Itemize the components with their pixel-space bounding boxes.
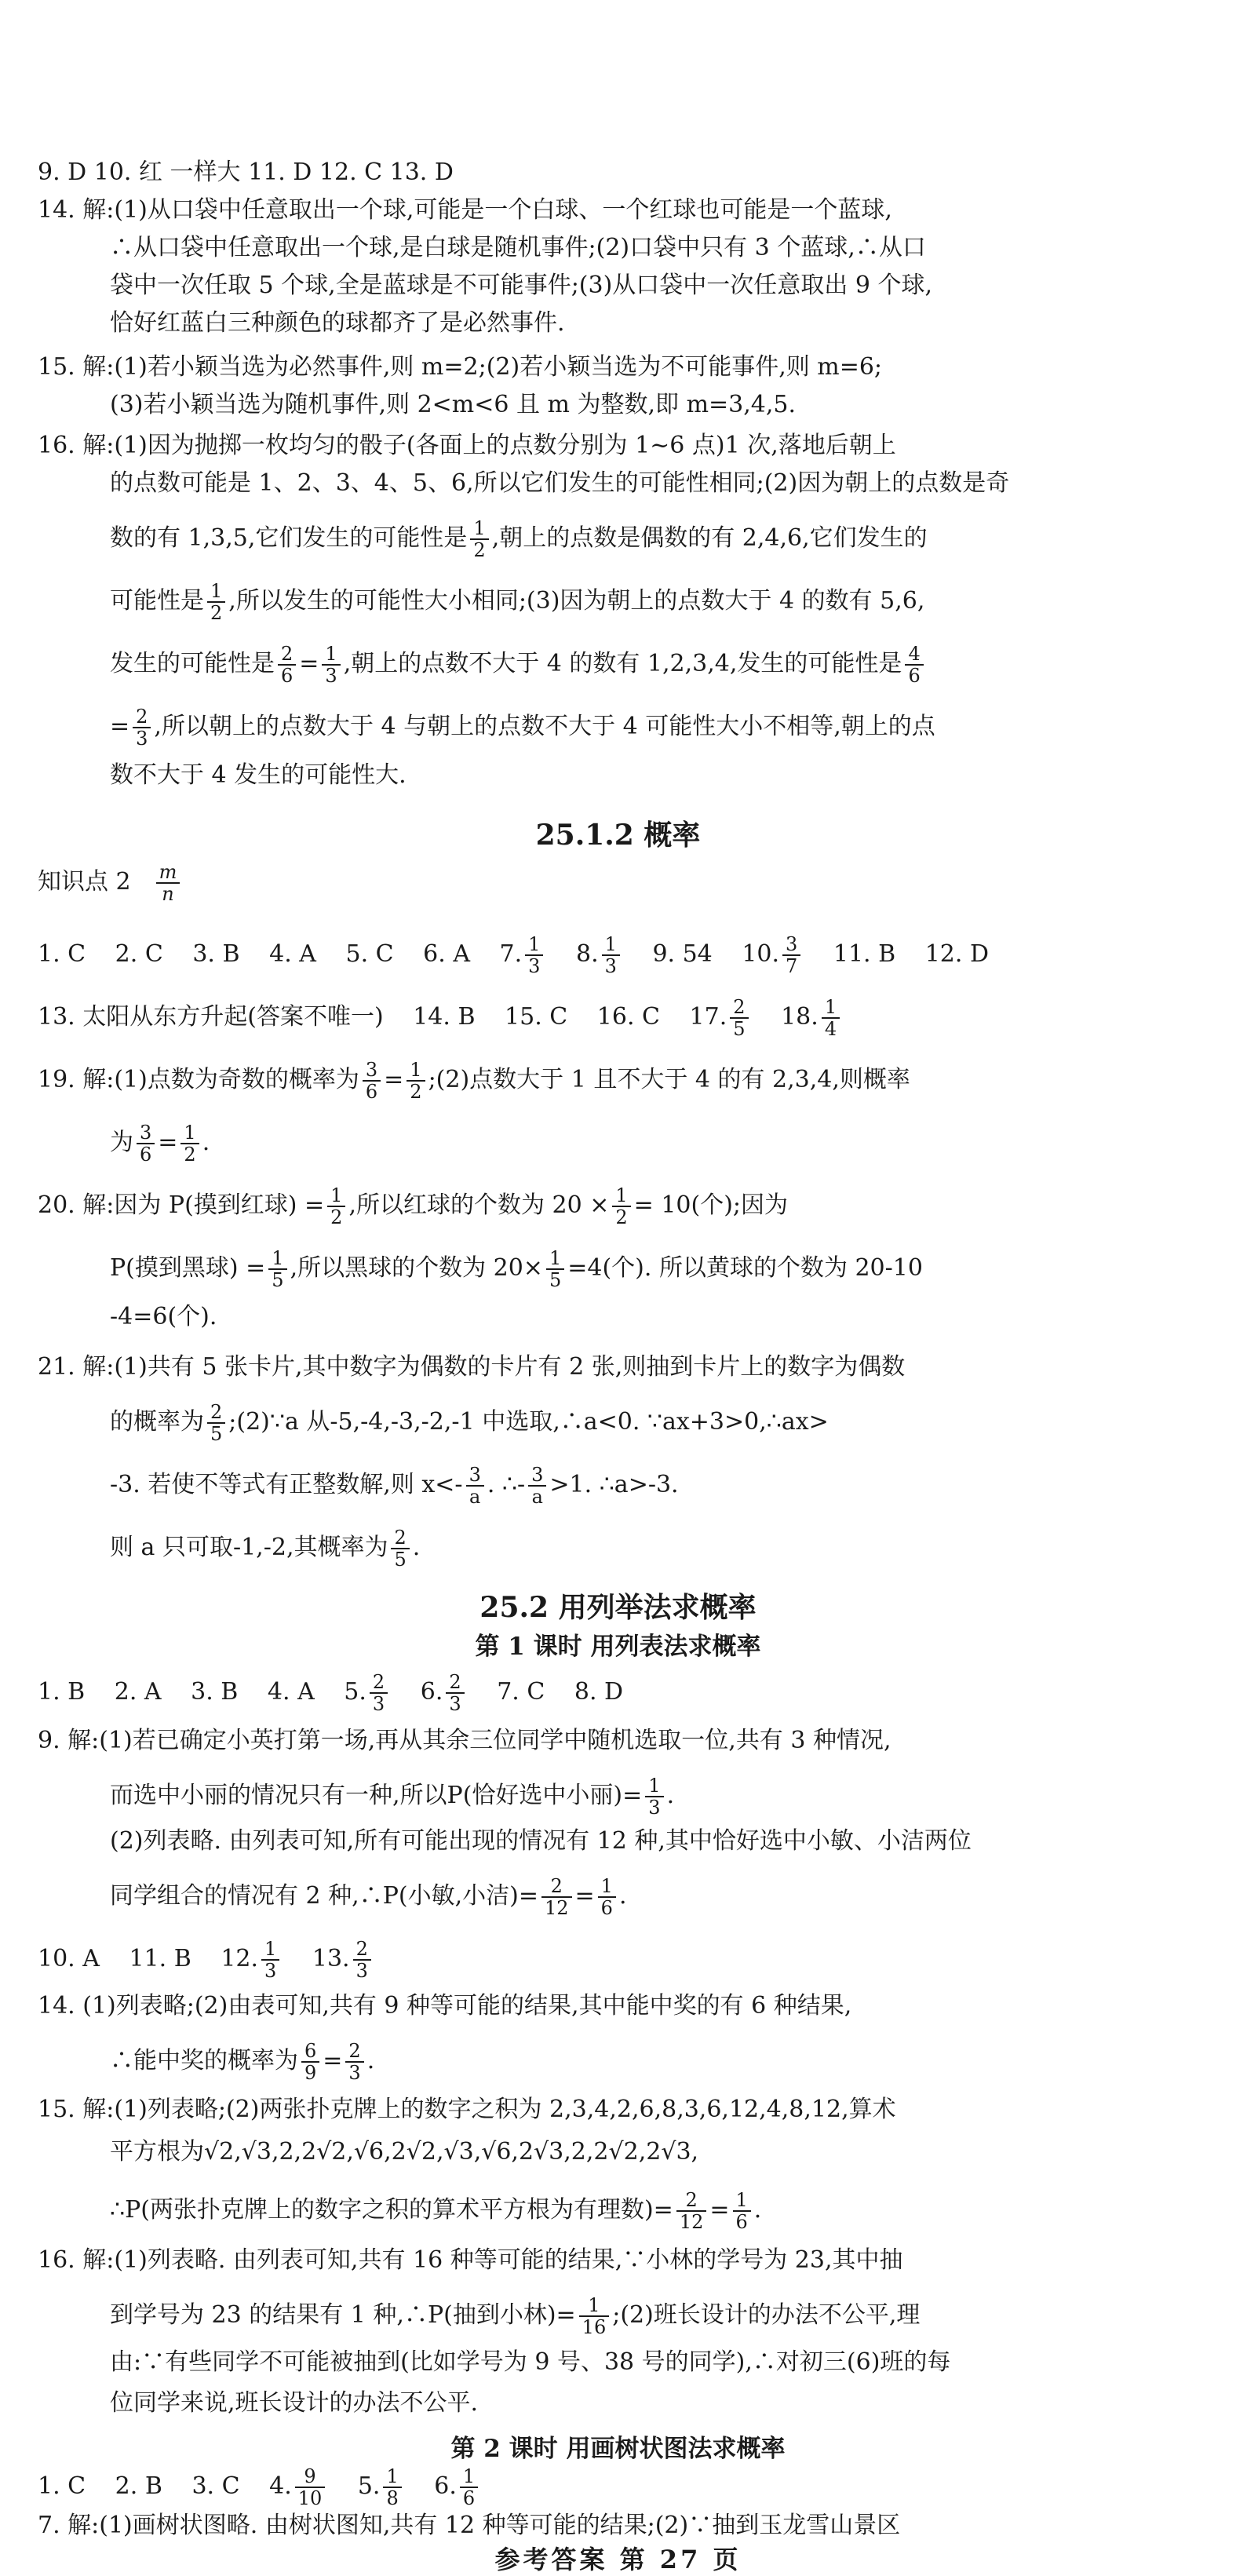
fraction-1-5: $\frac{1}{5}$ [268, 1248, 286, 1290]
answers-row-1-8: 1. B 2. A 3. B 4. A 5. $\frac{2}{3}$ 6. $\frac{2}{3}$ 7. C 8. D [38, 1671, 624, 1715]
line-q16-a: 16. 解:(1)因为抛掷一枚均匀的骰子(各面上的点数分别为 1~6 点)1 次,落地后朝上 [38, 432, 896, 459]
fraction-4-6: $\frac{4}{6}$ [905, 644, 923, 686]
section-title-25-2: 25.2 用列举法求概率 [479, 1591, 757, 1624]
fraction-3-a: $\frac{3}{a}$ [466, 1465, 484, 1507]
fraction-1-8: $\frac{1}{8}$ [383, 2466, 401, 2508]
fraction-3-6: $\frac{3}{6}$ [137, 1122, 155, 1165]
fraction-6-9: $\frac{6}{9}$ [301, 2041, 319, 2083]
fraction-2-6: $\frac{2}{6}$ [278, 644, 296, 686]
knowledge-point-2: 知识点 2 $\frac{m}{n}$ [38, 862, 1199, 904]
fraction-1-2: $\frac{1}{2}$ [207, 581, 225, 623]
line-q16-d: 可能性是 $\frac{1}{2}$ ,所以发生的可能性大小相同;(3)因为朝上的点数大于 4 的数有 5,6, [110, 580, 925, 624]
line-s-q9-a: 9. 解:(1)若已确定小英打第一场,再从其余三位同学中随机选取一位,共有 3 种情况, [38, 1727, 891, 1754]
line-q21-d: 则 a 只可取-1,-2,其概率为 $\frac{2}{5}$ . [110, 1527, 421, 1571]
line-q9-13: 9. D 10. 红 一样大 11. D 12. C 13. D [38, 159, 454, 186]
line-s-q16-a: 16. 解:(1)列表略. 由列表可知,共有 16 种等可能的结果,∵小林的学号为 23,其中抽 [38, 2246, 903, 2274]
line-s-q15-b: 平方根为√2,√3,2,2√2,√6,2√2,√3,√6,2√3,2,2√2,2√3, [110, 2138, 699, 2166]
line-s-q16-c: 由:∵有些同学不可能被抽到(比如学号为 9 号、38 号的同学),∴对初三(6)班的每 [110, 2348, 951, 2376]
fraction-1-3: $\frac{1}{3}$ [602, 934, 620, 976]
fraction-1-4: $\frac{1}{4}$ [822, 997, 840, 1039]
fraction-2-5: $\frac{2}{5}$ [207, 1402, 225, 1444]
lesson-title-2: 第 2 课时 用画树状图法求概率 [450, 2435, 786, 2463]
section-title-25-1-2: 25.1.2 概率 [535, 819, 701, 852]
fraction-1-6: $\frac{1}{6}$ [460, 2466, 478, 2508]
fraction-1-6: $\frac{1}{6}$ [733, 2190, 751, 2232]
fraction-3-a: $\frac{3}{a}$ [528, 1465, 546, 1507]
fraction-1-2: $\frac{1}{2}$ [612, 1185, 630, 1228]
lesson-title-1: 第 1 课时 用列表法求概率 [475, 1633, 761, 1661]
fraction-2-12: $\frac{2}{12}$ [541, 1876, 572, 1918]
fraction-2-3: $\frac{2}{3}$ [370, 1672, 388, 1714]
fraction-2-3: $\frac{2}{3}$ [133, 706, 151, 749]
line-q20-b: P(摸到黑球) = $\frac{1}{5}$ ,所以黑球的个数为 20× $\frac{1}{5}$ =4(个). 所以黄球的个数为 20-10 [110, 1247, 923, 1291]
line-q15-b: (3)若小颖当选为随机事件,则 2<m<6 且 m 为整数,即 m=3,4,5. [110, 391, 797, 418]
fraction-2-3: $\frac{2}{3}$ [345, 2041, 363, 2083]
line-q21-a: 21. 解:(1)共有 5 张卡片,其中数字为偶数的卡片有 2 张,则抽到卡片上的数字为偶数 [38, 1353, 906, 1381]
fraction-1-6: $\frac{1}{6}$ [598, 1876, 616, 1918]
line-q19-a: 19. 解:(1)点数为奇数的概率为 $\frac{3}{6}$ = $\frac{1}{2}$ ;(2)点数大于 1 且不大于 4 的有 2,3,4,则概率 [38, 1059, 910, 1103]
fraction-3-6: $\frac{3}{6}$ [363, 1060, 381, 1102]
fraction-1-2: $\frac{1}{2}$ [470, 518, 488, 560]
line-q21-c: -3. 若使不等式有正整数解,则 x<- $\frac{3}{a}$ . ∴- $\frac{3}{a}$ >1. ∴a>-3. [110, 1464, 679, 1508]
line-q14-d: 恰好红蓝白三种颜色的球都齐了是必然事件. [110, 309, 565, 337]
line-q16-g: 数不大于 4 发生的可能性大. [110, 761, 407, 789]
line-q14-c: 袋中一次任取 5 个球,全是蓝球是不可能事件;(3)从口袋中一次任意取出 9 个球, [110, 272, 932, 299]
fraction-2-5: $\frac{2}{5}$ [391, 1527, 409, 1570]
fraction-1-3: $\frac{1}{3}$ [645, 1775, 663, 1818]
answers-row-lesson2-1-6: 1. C 2. B 3. C 4. $\frac{9}{10}$ 5. $\frac{1}{8}$ 6. $\frac{1}{6}$ [38, 2466, 1199, 2508]
line-q20-c: -4=6(个). [110, 1303, 217, 1330]
line-q16-b: 的点数可能是 1、2、3、4、5、6,所以它们发生的可能性相同;(2)因为朝上的点数是奇 [110, 469, 1010, 497]
line-q16-e: 发生的可能性是 $\frac{2}{6}$ = $\frac{1}{3}$ ,朝上的点数不大于 4 的数有 1,2,3,4,发生的可能性是 $\frac{4}{6}$ [110, 644, 1236, 686]
line-q14-a: 14. 解:(1)从口袋中任意取出一个球,可能是一个白球、一个红球也可能是一个蓝球, [38, 196, 892, 224]
line-q16-f: = $\frac{2}{3}$ ,所以朝上的点数大于 4 与朝上的点数不大于 4 可能性大小不相等,朝上的点 [110, 706, 935, 750]
answers-row-1-12: 1. C 2. C 3. B 4. A 5. C 6. A 7. $\frac{1}{3}$ 8. $\frac{1}{3}$ 9. 54 10. $\frac{3}{7}$ 11. B 12. D [38, 933, 990, 977]
fraction-2-5: $\frac{2}{5}$ [730, 997, 748, 1039]
line-q19-b: 为 $\frac{3}{6}$ = $\frac{1}{2}$ . [110, 1122, 210, 1166]
line-q21-b: 的概率为 $\frac{2}{5}$ ;(2)∵a 从-5,-4,-3,-2,-1 中选取,∴a<0. ∵ax+3>0,∴ax> [110, 1401, 829, 1445]
fraction-2-3: $\frac{2}{3}$ [353, 1939, 371, 1981]
fraction-3-7: $\frac{3}{7}$ [782, 934, 800, 976]
fraction-2-12: $\frac{2}{12}$ [676, 2190, 707, 2232]
line-s-q16-b: 到学号为 23 的结果有 1 种,∴P(抽到小林)= $\frac{1}{16}$ ;(2)班长设计的办法不公平,理 [110, 2294, 921, 2338]
line-s-q14-b: ∴能中奖的概率为 $\frac{6}{9}$ = $\frac{2}{3}$ . [110, 2040, 375, 2084]
line-s-q9-d: 同学组合的情况有 2 种,∴P(小敏,小洁)= $\frac{2}{12}$ = $\frac{1}{6}$ . [110, 1875, 627, 1919]
answers-row-10-13: 10. A 11. B 12. $\frac{1}{3}$ 13. $\frac{2}{3}$ [38, 1939, 1199, 1981]
line-s-q15-a: 15. 解:(1)列表略;(2)两张扑克牌上的数字之积为 2,3,4,2,6,8,3,6,12,4,8,12,算术 [38, 2096, 896, 2123]
fraction-1-16: $\frac{1}{16}$ [579, 2295, 610, 2337]
fraction-1-3: $\frac{1}{3}$ [525, 934, 543, 976]
line-q20-a: 20. 解:因为 P(摸到红球) = $\frac{1}{2}$ ,所以红球的个数为 20 × $\frac{1}{2}$ = 10(个);因为 [38, 1184, 789, 1228]
fraction-1-5: $\frac{1}{5}$ [546, 1248, 564, 1290]
line-q16-c: 数的有 1,3,5,它们发生的可能性是 $\frac{1}{2}$ ,朝上的点数是偶数的有 2,4,6,它们发生的 [110, 517, 928, 561]
page-footer: 参考答案 第 27 页 [494, 2545, 742, 2574]
answers-row-13-18: 13. 太阳从东方升起(答案不唯一) 14. B 15. C 16. C 17. $\frac{2}{5}$ 18. $\frac{1}{4}$ [38, 997, 1199, 1039]
fraction-1-2: $\frac{1}{2}$ [180, 1122, 199, 1165]
fraction-1-2: $\frac{1}{2}$ [327, 1185, 345, 1228]
line-s-q9-b: 而选中小丽的情况只有一种,所以P(恰好选中小丽)= $\frac{1}{3}$ . [110, 1775, 675, 1819]
fraction-m-n: $\frac{m}{n}$ [156, 862, 180, 904]
line-s-q15-c: ∴P(两张扑克牌上的数字之积的算术平方根为有理数)= $\frac{2}{12}$ = $\frac{1}{6}$ . [110, 2189, 762, 2233]
line-q15-a: 15. 解:(1)若小颖当选为必然事件,则 m=2;(2)若小颖当选为不可能事件,则 m=6; [38, 353, 883, 381]
line-q14-b: ∴从口袋中任意取出一个球,是白球是随机事件;(2)口袋中只有 3 个蓝球,∴从口 [110, 234, 926, 261]
fraction-1-3: $\frac{1}{3}$ [322, 644, 340, 686]
fraction-2-3: $\frac{2}{3}$ [446, 1672, 464, 1714]
line-s-q9-c: (2)列表略. 由列表可知,所有可能出现的情况有 12 种,其中恰好选中小敏、小洁两位 [110, 1827, 972, 1855]
line-s-q14-a: 14. (1)列表略;(2)由表可知,共有 9 种等可能的结果,其中能中奖的有 6 种结果, [38, 1992, 852, 2020]
line-s-q16-d: 位同学来说,班长设计的办法不公平. [110, 2389, 479, 2417]
fraction-9-10: $\frac{9}{10}$ [295, 2466, 326, 2508]
line-lesson2-q7: 7. 解:(1)画树状图略. 由树状图知,共有 12 种等可能的结果;(2)∵抽到玉龙雪山景区 [38, 2512, 901, 2539]
fraction-1-3: $\frac{1}{3}$ [261, 1939, 279, 1981]
fraction-1-2: $\frac{1}{2}$ [407, 1060, 425, 1102]
